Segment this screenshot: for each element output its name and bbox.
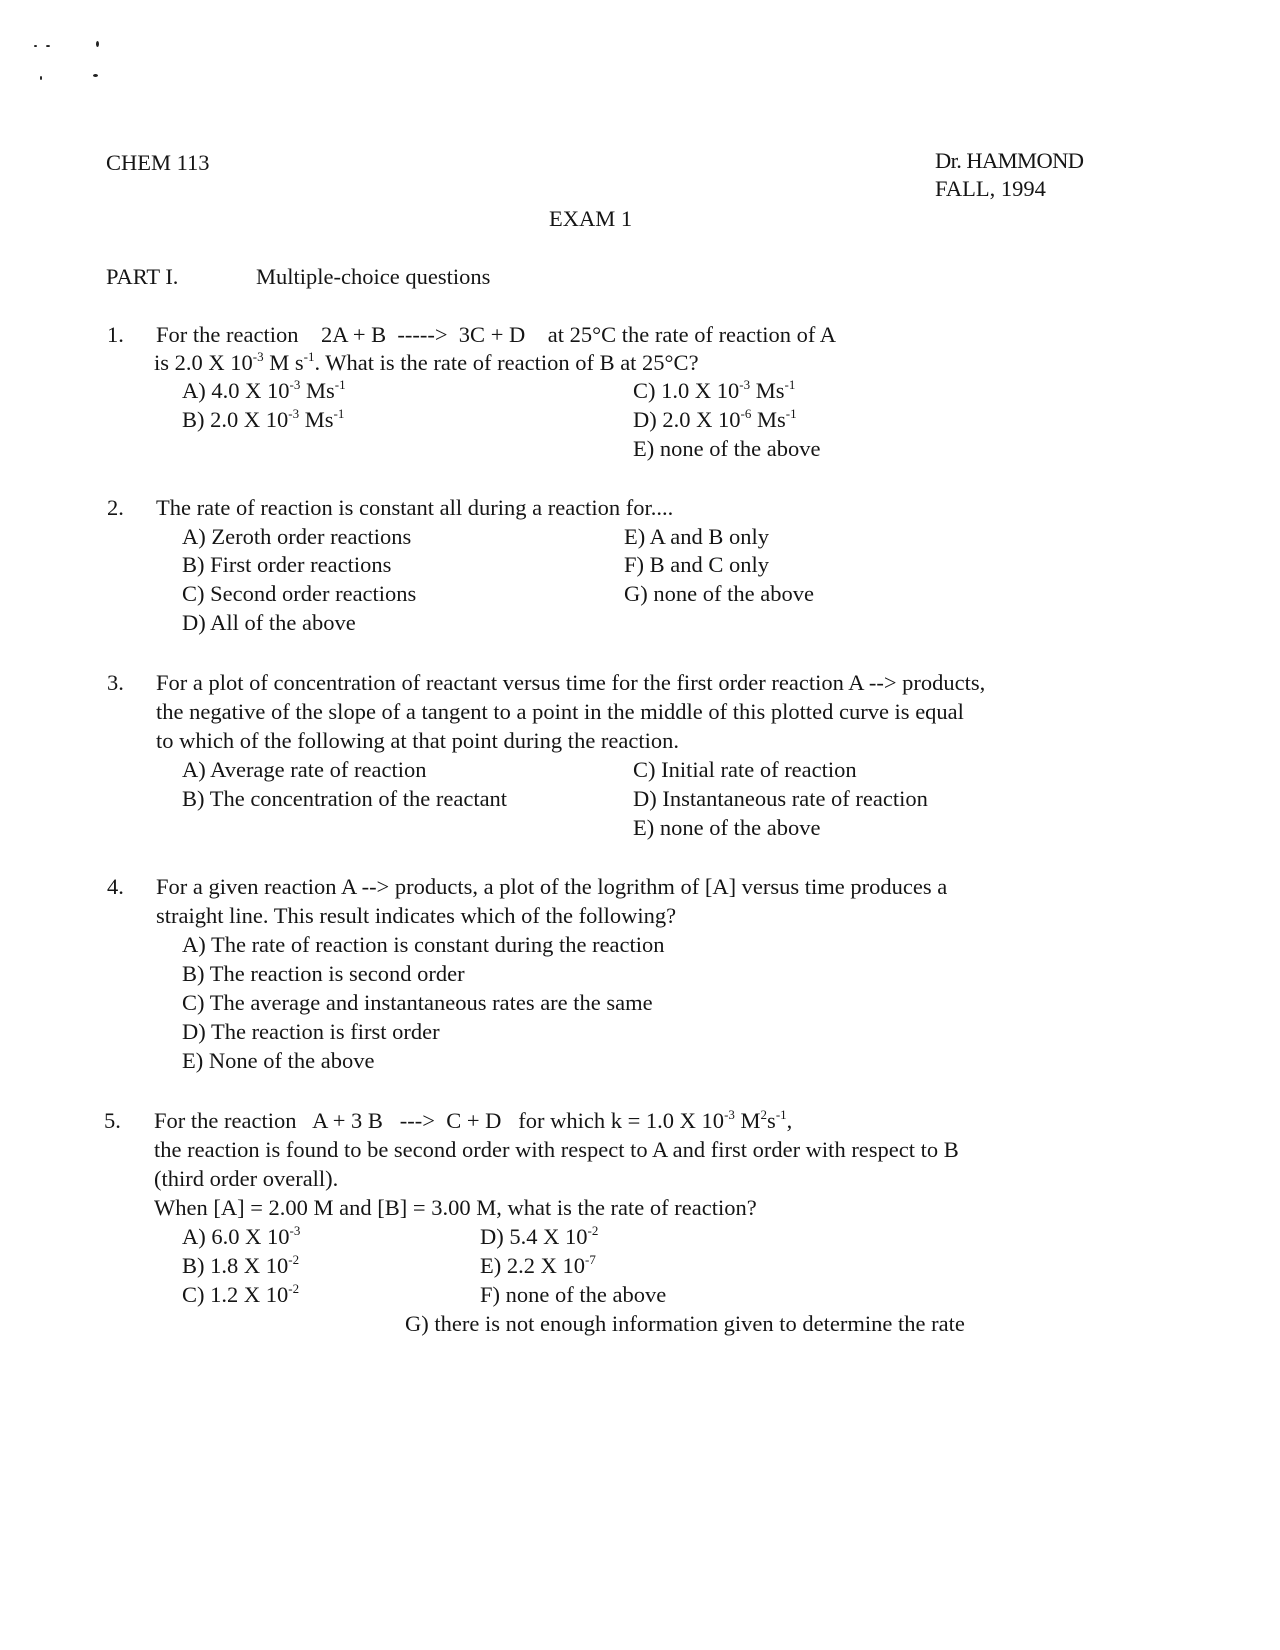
instructor-name: Dr. HAMMOND: [935, 148, 1084, 173]
question-number: 4.: [107, 874, 124, 899]
question-number: 2.: [107, 495, 124, 520]
question-text: For the reaction 2A + B -----> 3C + D at 25°C the rate of reaction of A: [156, 322, 837, 347]
question-text: the reaction is found to be second order with respect to A and first order with respect to B: [154, 1137, 959, 1162]
answer-choice[interactable]: C) 1.2 X $10^{-2}$: [182, 1281, 300, 1307]
answer-choice[interactable]: B) First order reactions: [182, 552, 392, 577]
part-label: PART I.: [106, 264, 179, 289]
question-text: is 2.0 X $10^{-3}$ M $s^{-1}$. What is the rate of reaction of B at 25°C?: [154, 349, 699, 375]
scan-speck: [93, 74, 98, 77]
question-text: The rate of reaction is constant all during a reaction for....: [156, 495, 674, 520]
question-text: to which of the following at that point during the reaction.: [156, 728, 680, 753]
part-title: Multiple-choice questions: [256, 264, 491, 289]
question-text: When [A] = 2.00 M and [B] = 3.00 M, what is the rate of reaction?: [154, 1195, 757, 1220]
scan-speck: [46, 45, 50, 47]
answer-choice[interactable]: D) 2.0 X $10^{-6}$ $Ms^{-1}$: [633, 406, 797, 432]
answer-choice[interactable]: F) B and C only: [624, 552, 770, 577]
answer-choice[interactable]: G) there is not enough information given to determine the rate: [405, 1311, 965, 1336]
answer-choice[interactable]: E) none of the above: [633, 436, 821, 461]
answer-choice[interactable]: F) none of the above: [480, 1282, 667, 1307]
answer-choice[interactable]: A) The rate of reaction is constant during the reaction: [182, 932, 665, 957]
question-text: For a given reaction A --> products, a plot of the logrithm of [A] versus time produces a: [156, 874, 948, 899]
answer-choice[interactable]: C) The average and instantaneous rates are the same: [182, 990, 653, 1015]
answer-choice[interactable]: E) none of the above: [633, 815, 821, 840]
question-number: 5.: [104, 1108, 121, 1133]
answer-choice[interactable]: E) None of the above: [182, 1048, 375, 1073]
answer-choice[interactable]: D) Instantaneous rate of reaction: [633, 786, 928, 811]
question-number: 3.: [107, 670, 124, 695]
answer-choice[interactable]: D) 5.4 X $10^{-2}$: [480, 1223, 599, 1249]
question-text: the negative of the slope of a tangent to a point in the middle of this plotted curve is equal: [156, 699, 964, 724]
answer-choice[interactable]: D) The reaction is first order: [182, 1019, 440, 1044]
answer-choice[interactable]: A) Zeroth order reactions: [182, 524, 412, 549]
question-text: For the reaction A + 3 B ---> C + D for which k = 1.0 X $10^{-3}$ $M^2s^{-1}$,: [154, 1107, 793, 1133]
answer-choice[interactable]: E) 2.2 X $10^{-7}$: [480, 1252, 596, 1278]
exam-title: EXAM 1: [549, 206, 633, 231]
scan-speck: [96, 41, 99, 47]
answer-choice[interactable]: D) All of the above: [182, 610, 356, 635]
question-text: For a plot of concentration of reactant versus time for the first order reaction A --> products,: [156, 670, 986, 695]
answer-choice[interactable]: C) Initial rate of reaction: [633, 757, 857, 782]
answer-choice[interactable]: B) 1.8 X $10^{-2}$: [182, 1252, 300, 1278]
answer-choice[interactable]: B) The concentration of the reactant: [182, 786, 508, 811]
answer-choice[interactable]: G) none of the above: [624, 581, 814, 606]
answer-choice[interactable]: C) 1.0 X $10^{-3}$ $Ms^{-1}$: [633, 377, 796, 403]
term: FALL, 1994: [935, 176, 1046, 201]
course-code: CHEM 113: [106, 150, 210, 175]
answer-choice[interactable]: A) Average rate of reaction: [182, 757, 427, 782]
answer-choice[interactable]: B) The reaction is second order: [182, 961, 465, 986]
scan-speck: [34, 45, 37, 47]
answer-choice[interactable]: A) 4.0 X $10^{-3}$ $Ms^{-1}$: [182, 377, 346, 403]
question-text: straight line. This result indicates which of the following?: [156, 903, 677, 928]
question-text: (third order overall).: [154, 1166, 339, 1191]
question-number: 1.: [107, 322, 124, 347]
answer-choice[interactable]: A) 6.0 X $10^{-3}$: [182, 1223, 301, 1249]
answer-choice[interactable]: B) 2.0 X $10^{-3}$ $Ms^{-1}$: [182, 406, 345, 432]
answer-choice[interactable]: C) Second order reactions: [182, 581, 417, 606]
answer-choice[interactable]: E) A and B only: [624, 524, 769, 549]
scan-speck: [40, 76, 42, 80]
